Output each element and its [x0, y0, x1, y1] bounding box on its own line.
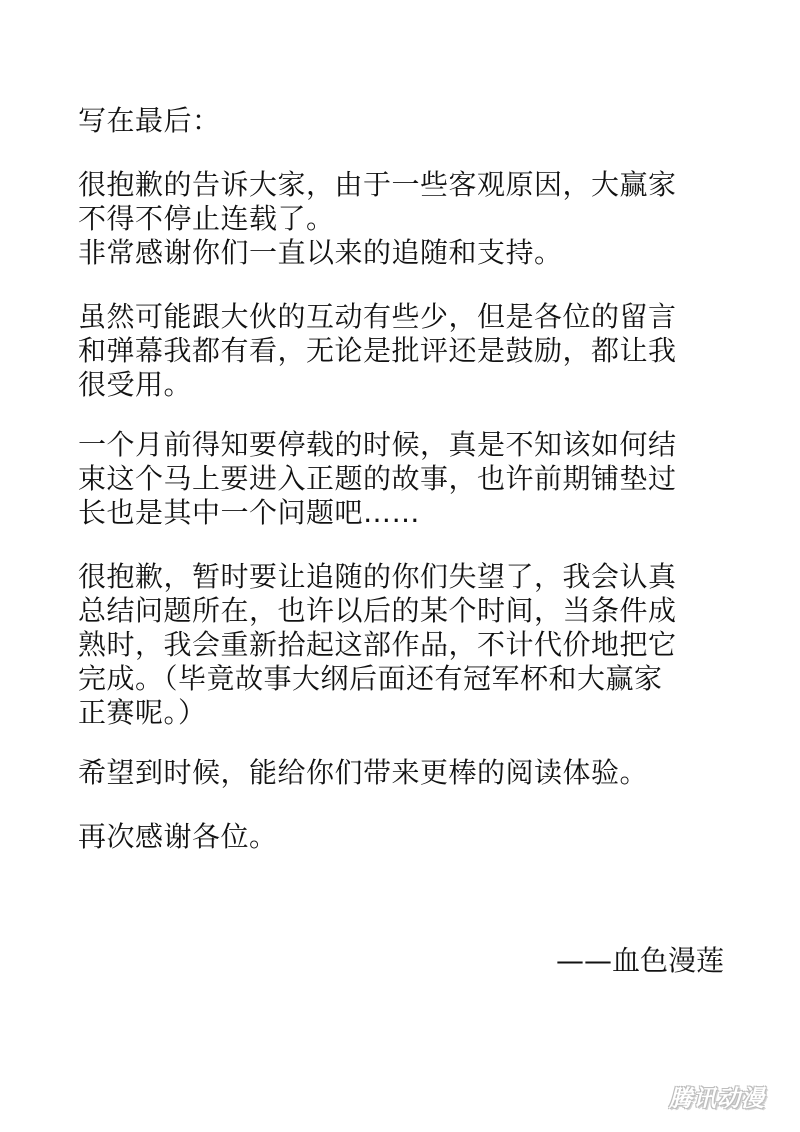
paragraph-line: 虽然可能跟大伙的互动有些少，但是各位的留言 — [78, 300, 677, 333]
paragraph-line: 长也是其中一个问题吧…… — [78, 496, 421, 529]
paragraph-line: 熟时，我会重新拾起这部作品，不计代价地把它 — [78, 628, 677, 661]
paragraph-line: 非常感谢你们一直以来的追随和支持。 — [78, 236, 563, 269]
paragraph-line: 束这个马上要进入正题的故事，也许前期铺垫过 — [78, 462, 677, 495]
paragraph-line: 完成。（毕竟故事大纲后面还有冠军杯和大赢家 — [78, 662, 663, 695]
paragraph-line: 很受用。 — [78, 368, 193, 401]
paragraph-line: 和弹幕我都有看，无论是批评还是鼓励，都让我 — [78, 334, 677, 367]
paragraph-line: 再次感谢各位。 — [78, 820, 278, 853]
paragraph-line: 希望到时候，能给你们带来更棒的阅读体验。 — [78, 756, 649, 789]
letter-heading: 写在最后： — [78, 104, 221, 137]
publisher-watermark-logo: 腾讯动漫 — [669, 1085, 765, 1112]
paragraph-line: 很抱歉，暂时要让追随的你们失望了，我会认真 — [78, 560, 677, 593]
paragraph-line: 总结问题所在，也许以后的某个时间，当条件成 — [78, 594, 677, 627]
paragraph-line: 一个月前得知要停载的时候，真是不知该如何结 — [78, 428, 677, 461]
paragraph-line: 不得不停止连载了。 — [78, 202, 335, 235]
author-signature: ——血色漫莲 — [555, 944, 724, 977]
paragraph-line: 很抱歉的告诉大家，由于一些客观原因，大赢家 — [78, 168, 677, 201]
paragraph-line: 正赛呢。） — [78, 696, 207, 729]
